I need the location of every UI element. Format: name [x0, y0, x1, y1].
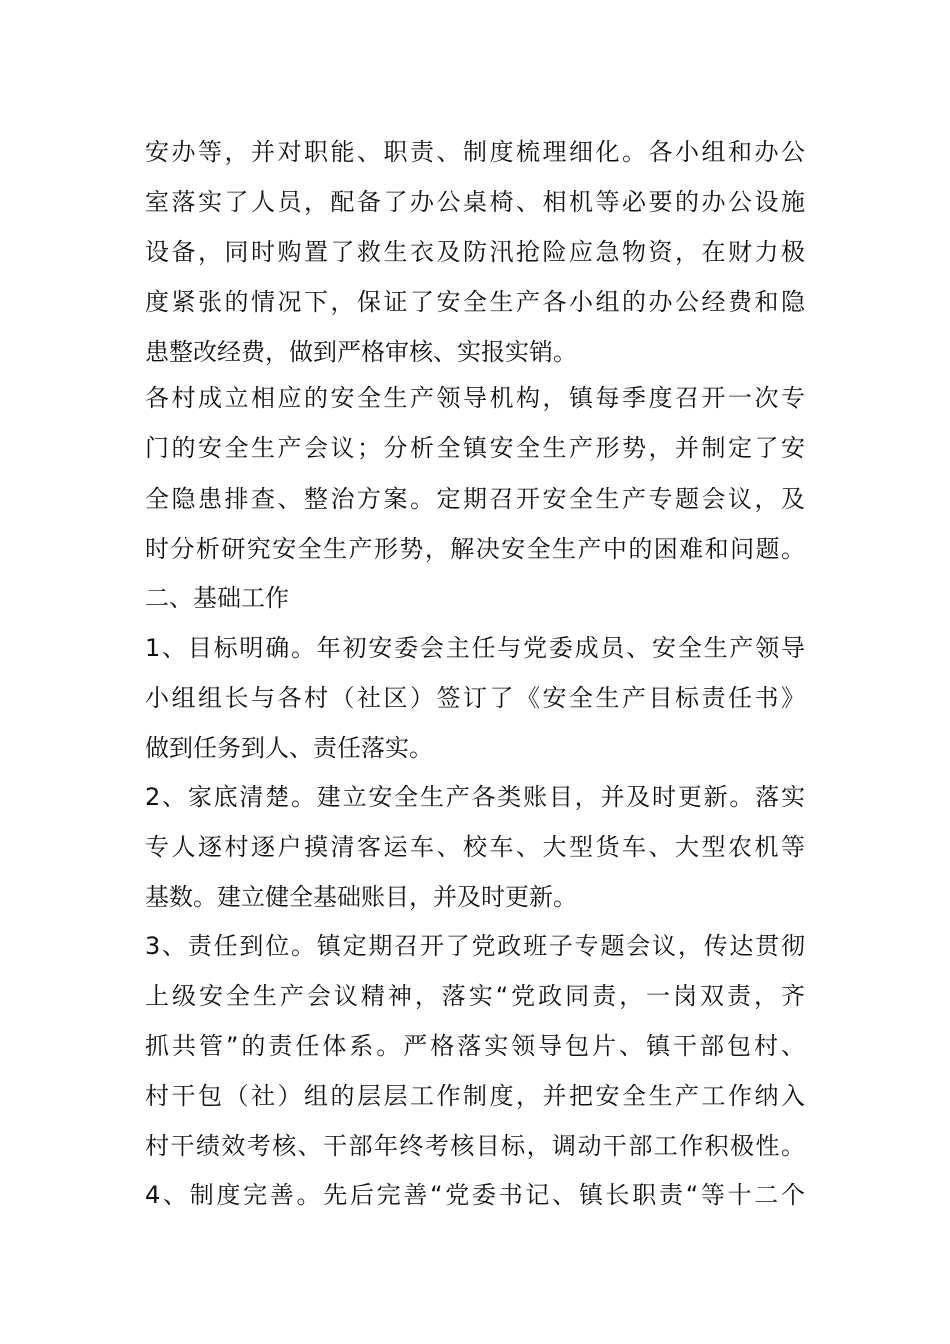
text-line: 3、责任到位。镇定期召开了党政班子专题会议，传达贯彻	[145, 932, 805, 960]
text-line: 4、制度完善。先后完善“党委书记、镇长职责“等十二个	[145, 1181, 805, 1209]
text-line: 安办等，并对职能、职责、制度梳理细化。各小组和办公	[145, 138, 805, 166]
text-line: 时分析研究安全生产形势，解决安全生产中的困难和问题。	[145, 535, 805, 563]
text-line: 做到任务到人、责任落实。	[145, 734, 433, 762]
text-line: 上级安全生产会议精神，落实“党政同责，一岗双责，齐	[145, 982, 805, 1010]
text-line: 度紧张的情况下，保证了安全生产各小组的办公经费和隐	[145, 288, 805, 316]
text-line: 全隐患排查、整治方案。定期召开安全生产专题会议，及	[145, 485, 805, 513]
text-line: 2、家底清楚。建立安全生产各类账目，并及时更新。落实	[145, 783, 805, 811]
text-line: 各村成立相应的安全生产领导机构，镇每季度召开一次专	[145, 384, 805, 412]
text-line: 抓共管”的责任体系。严格落实领导包片、镇干部包村、	[145, 1032, 805, 1060]
text-line: 门的安全生产会议；分析全镇安全生产形势，并制定了安	[145, 434, 805, 462]
text-line: 村干包（社）组的层层工作制度，并把安全生产工作纳入	[145, 1082, 805, 1110]
text-line: 专人逐村逐户摸清客运车、校车、大型货车、大型农机等	[145, 833, 805, 861]
text-line: 患整改经费，做到严格审核、实报实销。	[145, 338, 577, 366]
section-heading: 二、基础工作	[145, 584, 289, 612]
text-line: 1、目标明确。年初安委会主任与党委成员、安全生产领导	[145, 634, 805, 662]
text-line: 基数。建立健全基础账目，并及时更新。	[145, 883, 577, 911]
text-line: 村干绩效考核、干部年终考核目标，调动干部工作积极性。	[145, 1132, 805, 1160]
text-line: 设备，同时购置了救生衣及防汛抢险应急物资，在财力极	[145, 238, 805, 266]
text-line: 小组组长与各村（社区）签订了《安全生产目标责任书》	[145, 684, 805, 712]
text-line: 室落实了人员，配备了办公桌椅、相机等必要的办公设施	[145, 188, 805, 216]
